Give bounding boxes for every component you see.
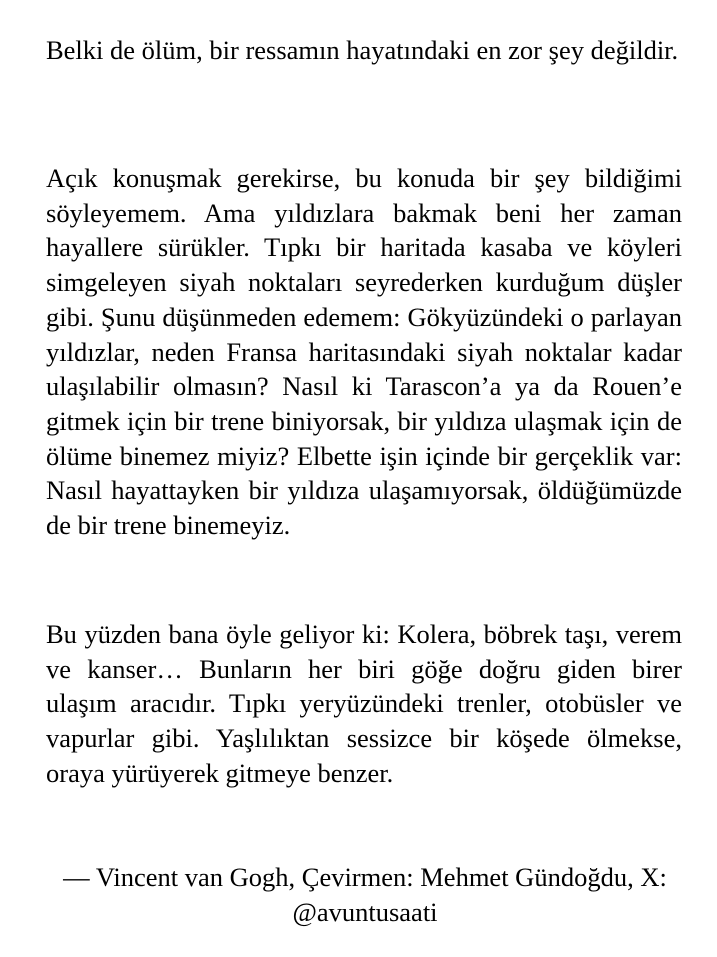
paragraph-1: Belki de ölüm, bir ressamın hayatındaki en zor şey değildir. bbox=[46, 35, 679, 65]
attribution: — Vincent van Gogh, Çevirmen: Mehmet Gündoğdu, X: @avuntusaati bbox=[63, 862, 667, 927]
paragraph-3: Bu yüzden bana öyle geliyor ki: Kolera, böbrek taşı, verem ve kanser… Bunların her biri göğe doğru giden birer ulaşım aracıdır. Tıpkı yeryüzündeki trenler, otobüsler ve vapurlar gibi. Yaşlılıktan sessizce bir köşede ölmekse, oraya yürüyerek gitmeye benzer. bbox=[46, 619, 682, 788]
paragraph-2: Açık konuşmak gerekirse, bu konuda bir şey bildiğimi söyleyemem. Ama yıldızlara bakmak beni her zaman hayallere sürükler. Tıpkı bir haritada kasaba ve köyleri simgeleyen siyah noktaları seyrederken kurduğum düşler gibi. Şunu düşünmeden edemem: Gökyüzündeki o parlayan yıldızlar, neden Fransa haritasındaki siyah noktalar kadar ulaşılabilir olmasın? Nasıl ki Tarascon’a ya da Rouen’e gitmek için bir trene biniyorsak, bir yıldıza ulaşmak için de ölüme binemez miyiz? Elbette işin içinde bir gerçeklik var: Nasıl hayattayken bir yıldıza ulaşamıyorsak, öldüğümüzde de bir trene binemeyiz. bbox=[46, 163, 682, 541]
